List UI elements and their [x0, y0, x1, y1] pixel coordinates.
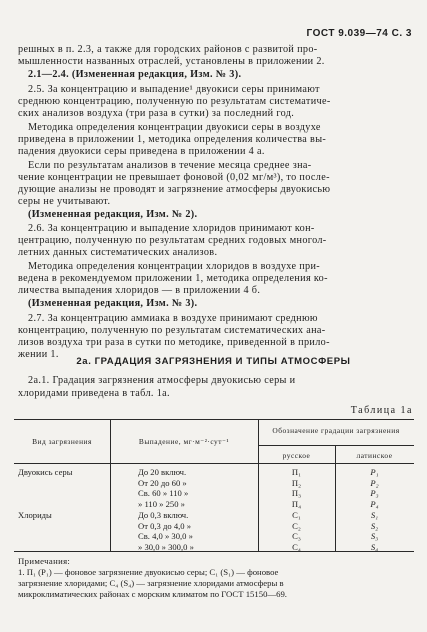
note-line: 1. П₁ (P₁) — фоновое загрязнение двуокисью серы; С₁ (S₁) — фоновое: [18, 567, 279, 577]
note-line: микроклиматических районах с морским климатом по ГОСТ 15150—69.: [18, 589, 287, 599]
body-line: ведена в рекомендуемом приложении 1, методика определения ко-: [18, 273, 328, 284]
table-cell-russian: С₃: [292, 531, 301, 541]
table-cell-russian: П₂: [291, 477, 302, 488]
body-line: Если по результатам анализов в течение месяца среднее зна-: [28, 160, 312, 171]
table-cell-latin: S₂: [370, 520, 379, 531]
table-cell-range: Св. 60 » 110 »: [138, 488, 189, 498]
body-line: серы не учитывают.: [18, 196, 111, 207]
table-cell-latin: S₁: [370, 510, 379, 520]
table-cell-range: От 0,3 до 4,0 »: [138, 520, 192, 531]
table-cell-latin: P₄: [370, 498, 379, 509]
table-cell-latin: P₁: [370, 467, 379, 477]
body-line: Методика определения концентрации двуокиси серы в воздухе: [28, 122, 321, 133]
table-cell-russian: П₁: [291, 467, 302, 477]
table-label: Таблица 1а: [350, 405, 413, 416]
intro-line: хлоридами приведена в табл. 1а.: [18, 388, 170, 399]
body-line: падения двуокиси серы приведена в приложении 4 а.: [18, 146, 265, 157]
table-header-deposition: Выпадение, мг·м⁻²·сут⁻¹: [138, 437, 230, 446]
table-cell-range: До 20 включ.: [138, 467, 187, 477]
table-cell-range: » 30,0 » 300,0 »: [138, 541, 194, 552]
table-cell-type: Хлориды: [18, 510, 52, 520]
intro-line: 2а.1. Градация загрязнения атмосферы двуокисью серы и: [28, 375, 296, 386]
body-line: дующие анализы не проводят и загрязнение атмосферы двуокисью: [18, 184, 331, 195]
body-line: (Измененная редакция, Изм. № 3).: [28, 298, 198, 309]
table-cell-range: От 20 до 60 »: [138, 477, 187, 488]
table-cell-range: Св. 4,0 » 30,0 »: [138, 531, 193, 541]
body-line: чение концентрации не превышает фоновой (0,02 мг/м³), то после-: [18, 172, 330, 183]
table-header-type: Вид загрязнения: [32, 437, 92, 446]
note-line: загрязнение хлоридами; С₄ (S₄) — загрязнение хлоридами атмосферы в: [18, 578, 284, 588]
body-line: решных в п. 2.3, а также для городских районов с развитой про-: [18, 44, 318, 55]
table-header-russian: русское: [282, 451, 311, 460]
body-line: жении 1.: [18, 349, 59, 360]
notes-title: Примечания:: [18, 556, 71, 566]
body-line: 2.7. За концентрацию аммиака в воздухе принимают среднюю: [28, 313, 318, 324]
body-line: среднюю концентрацию, полученную по результатам систематиче-: [18, 96, 331, 107]
table-cell-latin: P₂: [370, 477, 379, 488]
table-cell-type: Двуокись серы: [18, 467, 73, 477]
body-line: личества выпадения хлоридов — в приложении 4 б.: [18, 285, 261, 296]
body-line: (Измененная редакция, Изм. № 2).: [28, 209, 198, 220]
table-cell-russian: С₂: [292, 520, 301, 531]
body-line: приведена в приложении 1, методика определения количества вы-: [18, 134, 327, 145]
body-line: концентрацию, полученную по результатам систематических ана-: [18, 325, 326, 336]
body-line: летних данных систематических анализов.: [18, 247, 218, 258]
table-cell-range: До 0,3 включ.: [138, 510, 189, 520]
body-line: 2.6. За концентрацию и выпадение хлоридов принимают кон-: [28, 223, 315, 234]
body-line: мышленности названных отраслей, установлены в приложении 2.: [18, 56, 325, 67]
body-line: лизов воздуха три раза в сутки по методике, приведенной в прило-: [18, 337, 330, 348]
table-cell-russian: П₃: [291, 488, 302, 498]
body-line: центрацию, полученную по результатам средних годовых многол-: [18, 235, 327, 246]
table-cell-latin: S₄: [370, 541, 379, 552]
table-cell-russian: П₄: [291, 498, 302, 509]
table-cell-russian: С₁: [292, 510, 301, 520]
body-line: ских анализов воздуха (три раза в сутки) за последний год.: [18, 108, 295, 119]
table-cell-latin: P₃: [370, 488, 379, 498]
body-line: 2.5. За концентрацию и выпадение¹ двуокиси серы принимают: [28, 84, 320, 95]
body-line: 2.1—2.4. (Измененная редакция, Изм. № 3).: [28, 69, 242, 80]
table-cell-latin: S₃: [370, 531, 379, 541]
table-header-latin: латинское: [356, 451, 393, 460]
page-header: ГОСТ 9.039—74 С. 3: [306, 28, 412, 39]
section-title: 2а. ГРАДАЦИЯ ЗАГРЯЗНЕНИЯ И ТИПЫ АТМОСФЕРЫ: [76, 356, 351, 367]
table-header-designation: Обозначение градации загрязнения: [272, 426, 400, 435]
body-line: Методика определения концентрации хлоридов в воздухе при-: [28, 261, 321, 272]
table-cell-range: » 110 » 250 »: [138, 498, 185, 509]
table-cell-russian: С₄: [292, 541, 301, 552]
